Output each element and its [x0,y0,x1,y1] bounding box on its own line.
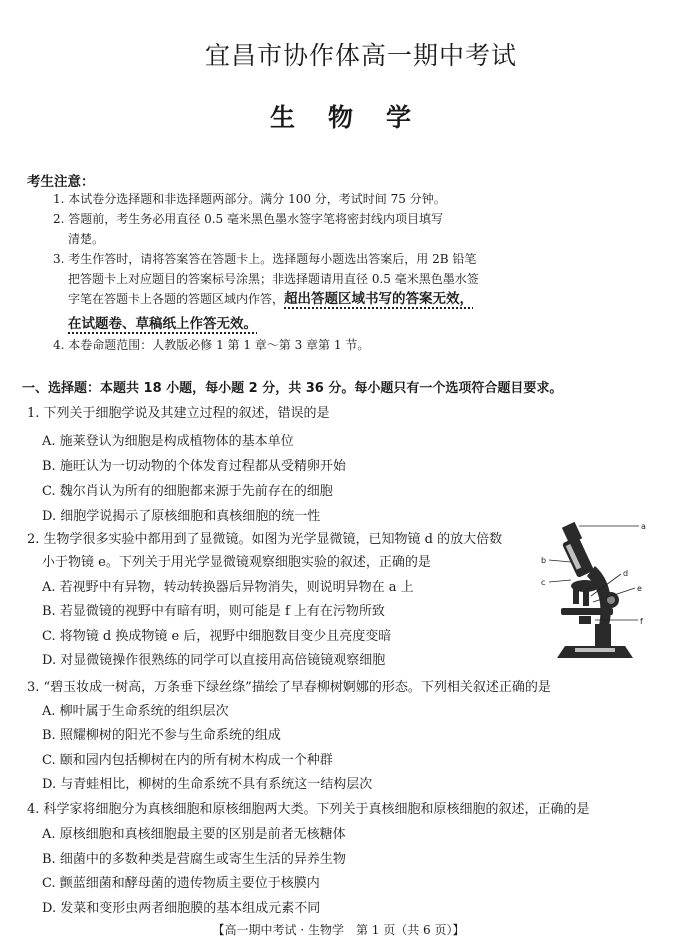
question-4-option-b: B. 细菌中的多数种类是营腐生或寄生生活的异养生物 [42,852,346,867]
microscope-figure [535,516,650,666]
notice-heading: 考生注意： [27,174,95,190]
question-2-stem-cont: 小于物镜 e。下列关于用光学显微镜观察细胞实验的叙述，正确的是 [42,555,431,570]
figure-label-c: c [541,578,546,587]
question-3-option-d: D. 与青蛙相比，柳树的生命系统不具有系统这一结构层次 [42,777,373,792]
question-4-option-d: D. 发菜和变形虫两者细胞膜的基本组成元素不同 [42,901,321,916]
exam-title: 宜昌市协作体高一期中考试 [205,41,518,70]
question-1-option-c: C. 魏尔肖认为所有的细胞都来源于先前存在的细胞 [42,484,333,499]
figure-label-e: e [637,584,642,593]
question-3-option-a: A. 柳叶属于生命系统的组织层次 [42,704,229,719]
figure-label-f: f [640,617,643,626]
notice-item-3-line3 [68,292,473,306]
subject-char: 学 [386,103,413,132]
question-1-option-a: A. 施莱登认为细胞是构成植物体的基本单位 [42,434,294,449]
question-2-option-a: A. 若视野中有异物，转动转换器后异物消失，则说明异物在 a 上 [42,580,414,595]
notice-warning-1: 超出答题区域书写的答案无效， [284,291,474,307]
subject-char: 物 [328,103,355,132]
notice-item-2-cont: 清楚。 [68,232,105,246]
page-footer: 【高一期中考试 · 生物学 第 1 页（共 6 页）】 [212,923,465,937]
question-1-option-d: D. 细胞学说揭示了原核细胞和真核细胞的统一性 [42,509,321,524]
question-1-stem: 1. 下列关于细胞学说及其建立过程的叙述，错误的是 [27,406,330,421]
figure-label-d: d [623,569,629,578]
section-heading: 一、选择题：本题共 18 小题，每小题 2 分，共 36 分。每小题只有一个选项符合题目要求。 [22,381,563,396]
question-2-option-c: C. 将物镜 d 换成物镜 e 后，视野中细胞数目变少且亮度变暗 [42,629,392,644]
notice-item-1: 1. 本试卷分选择题和非选择题两部分。满分 100 分，考试时间 75 分钟。 [53,192,446,206]
subject-char: 生 [270,103,297,132]
figure-label-a: a [641,522,646,531]
question-3-stem: 3. “碧玉妆成一树高，万条垂下绿丝绦”描绘了早春柳树婀娜的形态。下列相关叙述正确的是 [27,680,551,695]
notice-item-3-plain: 字笔在答题卡上各题的答题区域内作答， [68,292,285,306]
notice-item-3-line2: 把答题卡上对应题目的答案标号涂黑；非选择题请用直径 0.5 毫米黑色墨水签 [68,272,479,286]
question-2-option-b: B. 若显微镜的视野中有暗有明，则可能是 f 上有在污物所致 [42,604,385,619]
question-4-stem: 4. 科学家将细胞分为真核细胞和原核细胞两大类。下列关于真核细胞和原核细胞的叙述，正确的是 [27,802,590,817]
question-1-option-b: B. 施旺认为一切动物的个体发育过程都从受精卵开始 [42,459,346,474]
question-4-option-c: C. 颤蓝细菌和酵母菌的遗传物质主要位于核膜内 [42,876,320,891]
question-3-option-c: C. 颐和园内包括柳树在内的所有树木构成一个种群 [42,753,333,768]
notice-item-2: 2. 答题前，考生务必用直径 0.5 毫米黑色墨水签字笔将密封线内项目填写 [53,212,443,226]
question-2-option-d: D. 对显微镜操作很熟练的同学可以直接用高倍镜镜观察细胞 [42,653,386,668]
notice-warning-2: 在试题卷、草稿纸上作答无效。 [68,316,257,332]
notice-item-3: 3. 考生作答时，请将答案答在答题卡上。选择题每小题选出答案后，用 2B 铅笔 [53,252,477,266]
notice-item-4: 4. 本卷命题范围：人教版必修 1 第 1 章～第 3 章第 1 节。 [53,338,370,352]
subject-title [270,98,444,134]
notice-item-3-line4 [68,312,257,332]
question-4-option-a: A. 原核细胞和真核细胞最主要的区别是前者无核糖体 [42,827,346,842]
question-2-stem: 2. 生物学很多实验中都用到了显微镜。如图为光学显微镜，已知物镜 d 的放大倍数 [27,532,503,547]
question-3-option-b: B. 照耀柳树的阳光不参与生命系统的组成 [42,728,281,743]
figure-label-b: b [541,556,547,565]
